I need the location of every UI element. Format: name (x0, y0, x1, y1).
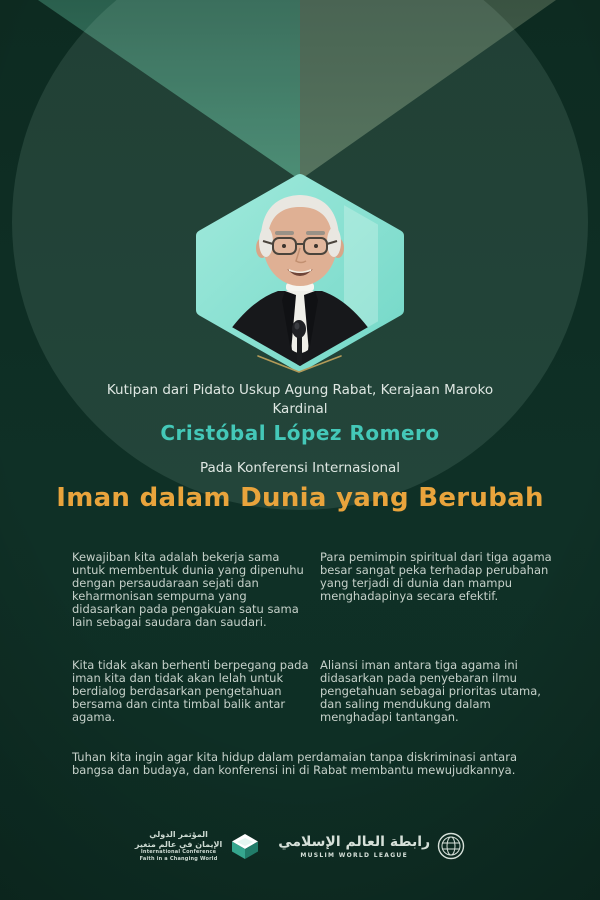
mwl-logo-arabic: رابطة العالم الإسلامي (278, 833, 431, 850)
conference-logo (135, 830, 261, 862)
paragraph-right-2: Aliansi iman antara tiga agama ini didasarkan pada penyebaran ilmu pengetahuan sebagai prioritas utama, dan saling mendukung dalam menghadapi tantangan. (320, 658, 541, 724)
mwl-logo-text (278, 834, 430, 859)
cube-icon (229, 831, 261, 861)
footer-logos (0, 830, 600, 862)
quote-source-block (0, 381, 600, 446)
event-block (0, 459, 600, 514)
quote-source-line: Kutipan dari Pidato Uskup Agung Rabat, Kerajaan Maroko (106, 382, 494, 398)
paragraph-closing: Tuhan kita ingin agar kita hidup dalam perdamaian tanpa diskriminasi antara bangsa dan budaya, dan konferensi ini di Rabat membantu mewujudkannya. (72, 750, 517, 777)
paragraph-left-2: Kita tidak akan berhenti berpegang pada iman kita dan tidak akan lelah untuk berdialog berdasarkan pengetahuan bersama dan cinta timbal balik antar agama. (72, 658, 309, 724)
mwl-logo-english: MUSLIM WORLD LEAGUE (300, 851, 408, 859)
conference-logo-english-2: Faith in a Changing World (139, 855, 218, 862)
mwl-logo (278, 832, 465, 860)
paragraph-left-1: Kewajiban kita adalah bekerja sama untuk membentuk dunia yang dipenuhu dengan persaudaraan sejati dan keharmonisan sempurna yang didasarkan pada pengakuan satu sama lain sebagai saudara dan saudari. (72, 550, 304, 629)
conference-logo-arabic-2: الإيمان في عالم متغير (134, 839, 223, 849)
paragraph-right-1: Para pemimpin spiritual dari tiga agama besar sangat peka terhadap perubahan yang terjadi di dunia dan mampu menghadapinya secara efektif. (320, 550, 552, 603)
speaker-title: Kardinal (272, 400, 328, 417)
event-intro: Pada Konferensi Internasional (199, 460, 401, 476)
event-title: Iman dalam Dunia yang Berubah (56, 483, 544, 513)
conference-logo-english-1: International Conference (140, 849, 217, 855)
speaker-name: Cristóbal López Romero (160, 421, 440, 445)
conference-logo-text (135, 830, 222, 862)
conference-logo-arabic-1: المؤتمر الدولي (149, 830, 208, 839)
globe-icon (437, 832, 465, 860)
